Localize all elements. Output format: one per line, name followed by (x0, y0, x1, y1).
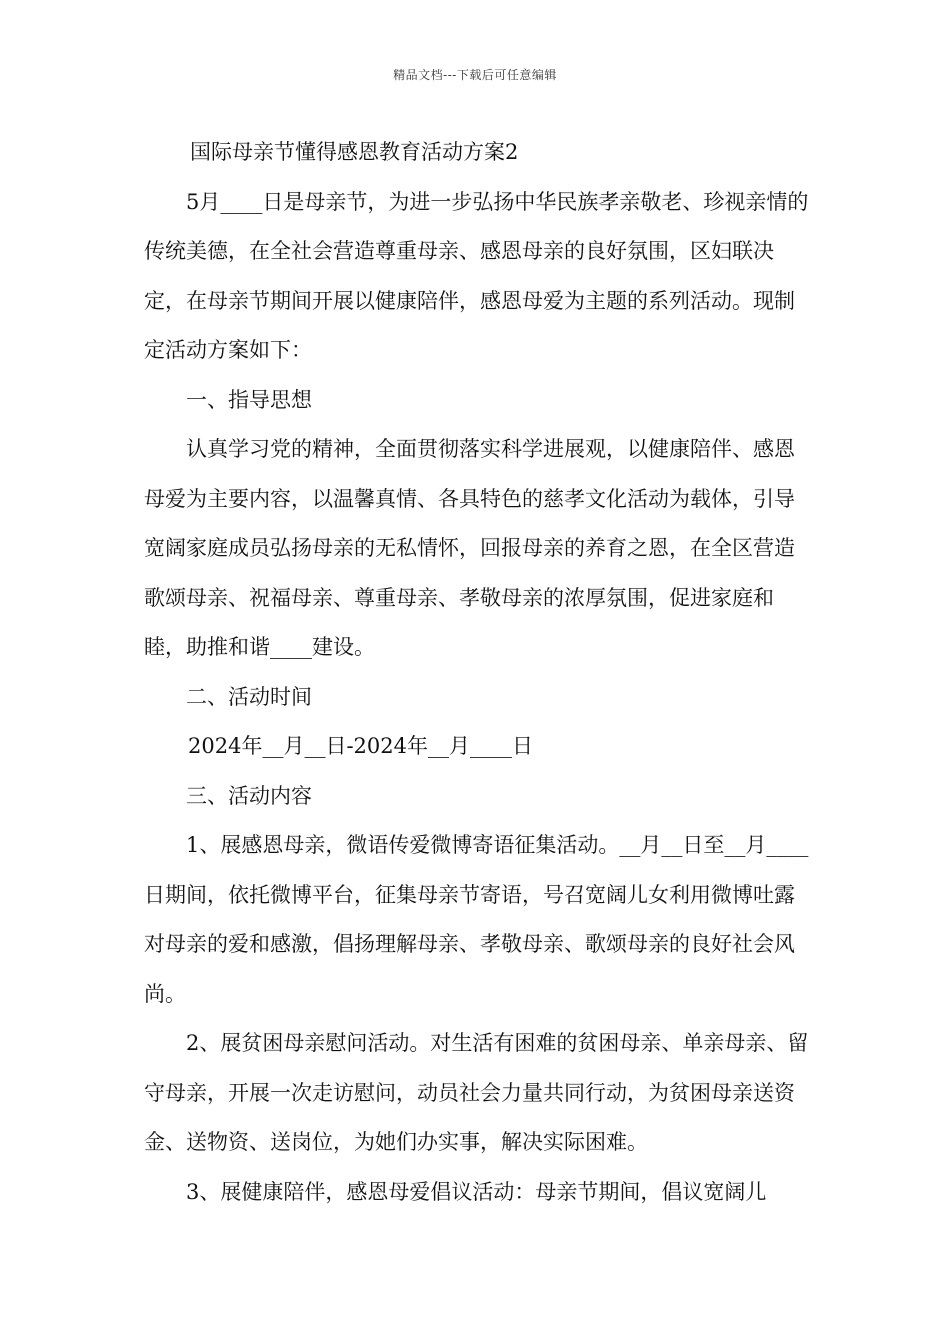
paragraph-intro: 5月____日是母亲节，为进一步弘扬中华民族孝亲敬老、珍视亲情的传统美德，在全社会营造尊重母亲、感恩母亲的良好氛围，区妇联决定，在母亲节期间开展以健康陪伴，感恩母爱为主题的系列活动。现制定活动方案如下： (144, 189, 809, 362)
section-heading-activity-content: 三、活动内容 (186, 783, 312, 808)
header-note: 精品文档---下载后可任意编辑 (393, 68, 557, 82)
document-body (144, 128, 812, 1217)
paragraph-guiding-thought: 认真学习党的精神，全面贯彻落实科学进展观，以健康陪伴、感恩母爱为主要内容，以温馨真情、各具特色的慈孝文化活动为载体，引导宽阔家庭成员弘扬母亲的无私情怀，回报母亲的养育之恩，在全区营造歌颂母亲、祝福母亲、尊重母亲、孝敬母亲的浓厚氛围，促进家庭和睦，助推和谐____建设。 (144, 437, 795, 659)
paragraph-activity-time: 2024年__月__日-2024年__月____日 (188, 734, 533, 758)
paragraph-item-1: 1、展感恩母亲，微语传爱微博寄语征集活动。__月__日至__月____日期间，依托微博平台，征集母亲节寄语，号召宽阔儿女利用微博吐露对母亲的爱和感激，倡扬理解母亲、孝敬母亲、歌颂母亲的良好社会风尚。 (144, 833, 809, 1006)
document-title: 国际母亲节懂得感恩教育活动方案2 (190, 140, 519, 164)
section-heading-guiding-thought: 一、指导思想 (186, 387, 312, 412)
paragraph-item-2: 2、展贫困母亲慰问活动。对生活有困难的贫困母亲、单亲母亲、留守母亲，开展一次走访慰问，动员社会力量共同行动，为贫困母亲送资金、送物资、送岗位，为她们办实事，解决实际困难。 (144, 1031, 809, 1154)
section-heading-activity-time: 二、活动时间 (186, 684, 312, 709)
paragraph-item-3: 3、展健康陪伴，感恩母爱倡议活动：母亲节期间，倡议宽阔儿 (186, 1179, 767, 1204)
